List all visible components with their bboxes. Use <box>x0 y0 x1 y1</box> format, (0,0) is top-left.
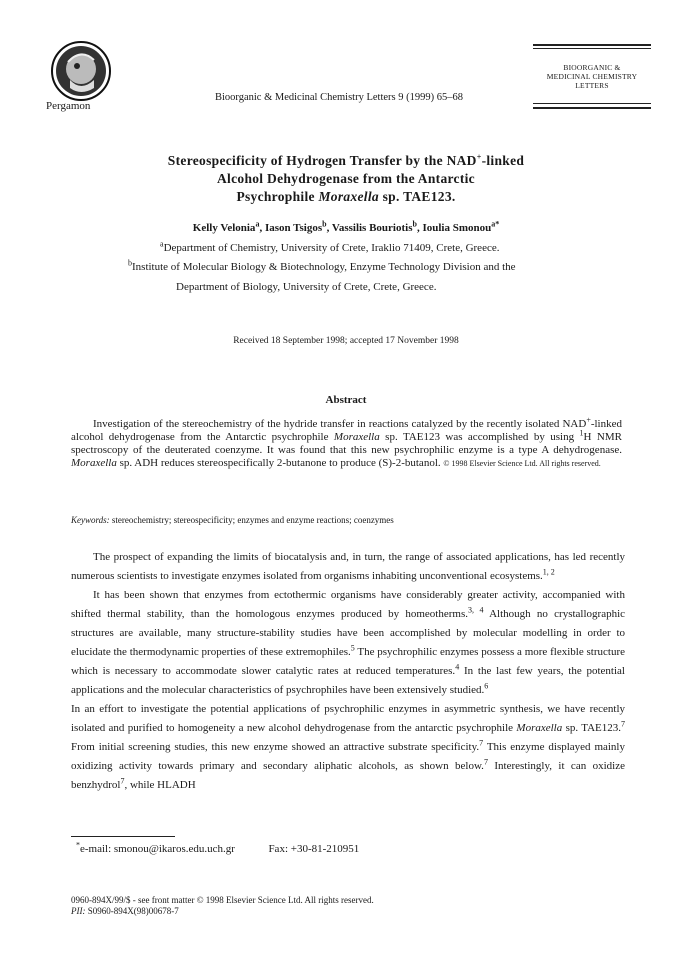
header-rule-bottom-thin <box>533 103 651 104</box>
paragraph: The prospect of expanding the limits of biocatalysis and, in turn, the range of associated applications, has led recently numerous scientists to investigate enzymes isolated from organisms inhabiting unconventional ecosystems.$^{1, 2}$ <box>71 551 625 582</box>
keywords-text: stereochemistry; stereospecificity; enzymes and enzyme reactions; coenzymes <box>111 515 394 525</box>
abstract-copyright: © 1998 Elsevier Science Ltd. All rights reserved. <box>443 459 601 468</box>
abstract-heading: Abstract <box>325 394 367 406</box>
pii-line: PII: S0960-894X(98)00678-7 <box>71 906 179 916</box>
footnote: *e-mail: smonou@ikaros.edu.uch.gr Fax: +30-81-210951 <box>76 840 360 855</box>
header-rule-bottom <box>533 107 651 109</box>
author-list: Kelly Velonia$^a$, Iason Tsigos$^b$, Vassilis Bouriotis$^b$, Ioulia Smonou$^{a*}$ <box>192 219 500 234</box>
paragraph: It has been shown that enzymes from ectothermic organisms have considerably greater activity, accompanied with shifted thermal stability, than the homologous enzymes produced by homeotherms.$^{3, 4}$ Although no crystallographic structures are available, many structure-stability studies have been accomplished by molecular modelling in order to elucidate the thermodynamic properties of these extremophiles.$^5$ The psychrophilic enzymes possess a more flexible structure which is necessary to accommodate slower catalytic rates at reduced temperatures.$^4$ In the last few years, the potential applications and the molecular characteristics of psychrophiles have been extensively studied.$^6$ <box>71 589 626 696</box>
pergamon-logo-icon <box>50 40 112 102</box>
paragraph: In an effort to investigate the potential applications of psychrophilic enzymes in asymmetric synthesis, we have recently isolated and purified to homogeneity a new alcohol dehydrogenase from the antarctic psychrophile Moraxella sp. TAE123.$^7$ From initial screening studies, this new enzyme showed an attractive substrate specificity.$^7$ This enzyme displayed mainly oxidizing activity towards primary and secondary aliphatic alcohols, as shown below.$^7$ Interestingly, it can oxidize benzhydrol$^7$, while HLADH <box>71 703 625 791</box>
abstract-text: Investigation of the stereochemistry of the hydride transfer in reactions catalyzed by the recently isolated NAD+-linked alcohol dehydrogenase from the Antarctic psychrophile Moraxella sp. TAE123 was accomplished by using $^1$H NMR spectroscopy of the deuterated coenzyme. It was found that this new psychrophilic enzyme is a type A dehydrogenase. Moraxella sp. ADH reduces stereospecifically 2-butanone to produce (S)-2-butanol. © 1998 Elsevier Science Ltd. All rights reserved. <box>71 415 622 469</box>
journal-name-line: BIOORGANIC & <box>563 63 621 72</box>
author-name: Kelly Velonia <box>192 222 256 234</box>
email: e-mail: smonou@ikaros.edu.uch.gr <box>80 843 235 855</box>
received-dates: Received 18 September 1998; accepted 17 November 1998 <box>233 336 459 346</box>
keywords <box>71 515 394 525</box>
author-name: Iason Tsigos <box>264 222 323 234</box>
journal-name-line: LETTERS <box>575 81 609 90</box>
title-line: Stereospecificity of Hydrogen Transfer by the NAD+-linked <box>167 152 525 168</box>
journal-name-line: MEDICINAL CHEMISTRY <box>546 72 638 81</box>
publisher-name: Pergamon <box>46 100 91 112</box>
header-rule-top-thin <box>533 48 651 49</box>
author-name: Vassilis Bouriotis <box>331 222 413 234</box>
article-title <box>100 152 592 206</box>
title-line: Psychrophile Moraxella sp. TAE123. <box>236 189 456 204</box>
footer <box>71 895 374 917</box>
issn-line: 0960-894X/99/$ - see front matter © 1998 Elsevier Science Ltd. All rights reserved. <box>71 895 374 905</box>
affiliation-a: $^a$Department of Chemistry, University of Crete, Iraklio 71409, Crete, Greece. <box>160 239 500 254</box>
author-name: Ioulia Smonou <box>422 222 492 234</box>
title-line: Alcohol Dehydrogenase from the Antarctic <box>217 171 475 186</box>
fax: Fax: +30-81-210951 <box>268 843 360 855</box>
footnote-rule <box>71 836 175 837</box>
publisher-logo <box>50 40 112 102</box>
keywords-label: Keywords: <box>71 515 110 525</box>
affiliation-b-cont: Department of Biology, University of Crete, Crete, Greece. <box>176 281 437 293</box>
header-rule-top <box>533 44 651 46</box>
journal-citation: Bioorganic & Medicinal Chemistry Letters 9 (1999) 65–68 <box>215 92 463 103</box>
affiliation-b: $^b$Institute of Molecular Biology & Biotechnology, Enzyme Technology Division and the <box>128 258 516 273</box>
body-text <box>71 548 625 795</box>
